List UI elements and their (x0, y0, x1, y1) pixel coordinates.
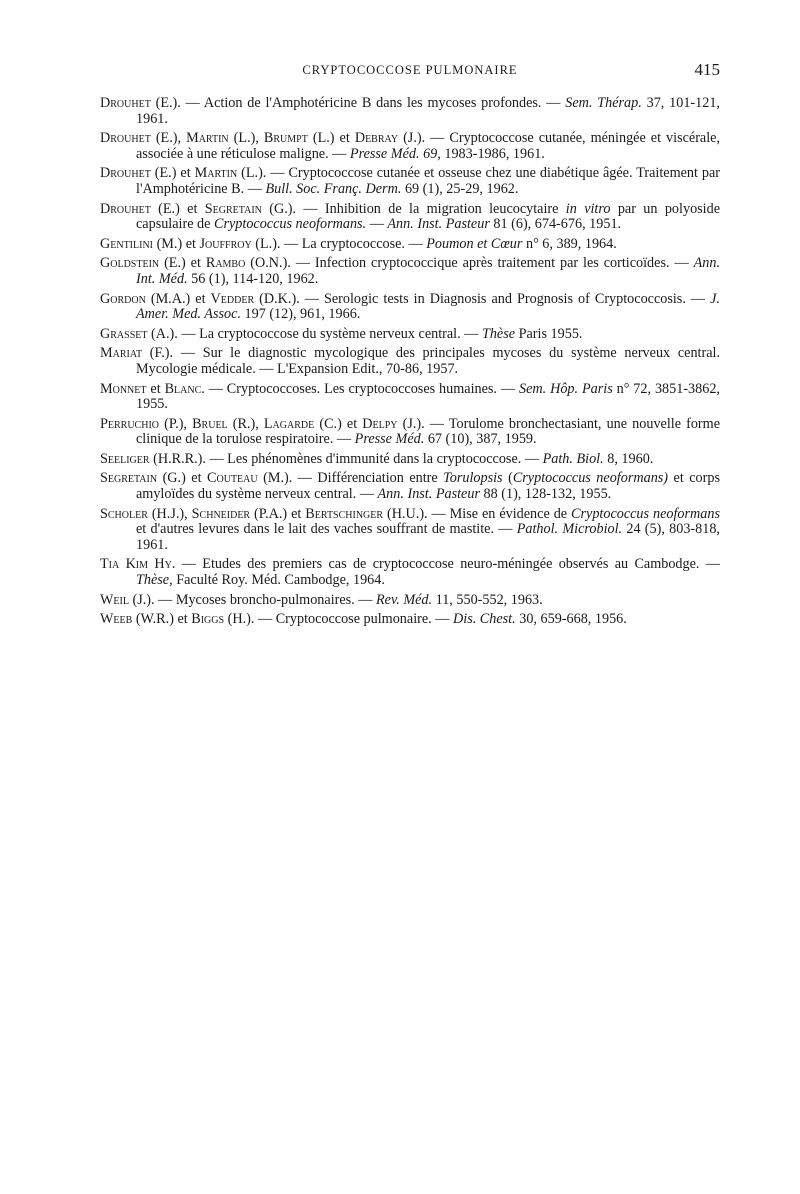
reference-text: 37, 101-121, 1961. (136, 95, 720, 127)
author-name: Lagarde (263, 415, 315, 432)
italic-text: Cryptococcus neoformans. (214, 216, 367, 233)
reference-text: (P.A.) et (250, 505, 306, 522)
reference-entry (100, 557, 720, 588)
reference-entry (100, 593, 720, 609)
reference-text: (P.), (159, 415, 193, 432)
reference-text: ( (502, 470, 513, 487)
author-name: Tia Kim Hy (100, 556, 172, 573)
reference-text: 67 (10), 387, 1959. (424, 431, 537, 448)
author-name: Couteau (207, 470, 258, 487)
author-name: Biggs (191, 611, 225, 628)
author-name: Segretain (204, 200, 262, 217)
reference-text: et (146, 380, 165, 397)
reference-text: (J.). — Torulome bronchectasiant, une nouvelle forme clinique de la torulose respiratoire. — (136, 415, 720, 448)
reference-text: (W.R.) et (132, 611, 192, 628)
author-name: Drouhet (100, 95, 151, 111)
author-name: Weil (100, 591, 129, 608)
italic-text: Ann. Inst. Pasteur (387, 216, 490, 233)
reference-entry (100, 452, 720, 468)
author-name: Schneider (191, 505, 251, 522)
reference-text: — (366, 216, 388, 233)
italic-text: Cryptococcus neoformans (571, 505, 720, 522)
italic-text: Pathol. Microbiol. (516, 521, 623, 538)
reference-text: (M.) et (153, 235, 200, 252)
reference-entry (100, 131, 720, 162)
reference-text: 56 (1), 114-120, 1962. (187, 270, 319, 287)
author-name: Bruel (192, 415, 228, 432)
reference-entry (100, 237, 720, 253)
author-name: Debray (354, 130, 399, 147)
italic-text: Presse Méd. 69, (349, 145, 441, 162)
reference-text: (H.U.). — Mise en évidence de (383, 505, 572, 522)
reference-entry (100, 382, 720, 413)
italic-text: Thèse (481, 325, 516, 342)
author-name: Drouhet (100, 200, 151, 217)
reference-list (100, 96, 720, 632)
author-name: Goldstein (100, 255, 160, 272)
italic-text: in vitro (565, 200, 611, 217)
reference-text: 30, 659-668, 1956. (515, 611, 627, 628)
reference-text: (O.N.). — Infection cryptococcique après traitement par les corticoïdes. — (245, 255, 694, 272)
reference-text: (H.R.R.). — Les phénomènes d'immunité dans la cryptococcose. — (149, 450, 543, 467)
reference-text: (R.), (227, 415, 264, 432)
reference-entry (100, 612, 720, 628)
reference-text: Paris 1955. (515, 325, 583, 342)
reference-text: (G.) et (157, 470, 208, 487)
author-name: Delpy (362, 415, 398, 432)
reference-entry (100, 471, 720, 502)
author-name: Martin (186, 130, 229, 147)
reference-text: (J.). — Mycoses broncho-pulmonaires. — (128, 591, 377, 608)
reference-text: 1983-1986, 1961. (440, 145, 545, 162)
author-name: Vedder (210, 290, 255, 307)
italic-text: Path. Biol. (542, 450, 604, 467)
author-name: Bertschinger (305, 505, 384, 522)
reference-text: (G.). — Inhibition de la migration leucocytaire (261, 200, 566, 217)
italic-text: J. Amer. Med. Assoc. (136, 290, 720, 323)
author-name: Drouhet (100, 130, 151, 147)
reference-text: (H.). — Cryptococcose pulmonaire. — (224, 611, 453, 628)
italic-text: Thèse, (136, 572, 173, 589)
reference-text: (E.). — Action de l'Amphotéricine B dans les mycoses profondes. — (150, 95, 566, 111)
italic-text: Bull. Soc. Franç. Derm. (265, 180, 402, 197)
author-name: Brumpt (263, 130, 308, 147)
reference-text: (H.J.), (147, 505, 192, 522)
reference-entry (100, 292, 720, 323)
italic-text: Poumon et Cœur (426, 235, 523, 252)
running-header (100, 60, 720, 82)
reference-text: 81 (6), 674-676, 1951. (489, 216, 622, 233)
reference-entry (100, 202, 720, 233)
reference-entry (100, 507, 720, 554)
reference-text: et d'autres levures dans le lait des vaches souffrant de mastite. — (136, 521, 517, 538)
reference-text: 8, 1960. (603, 450, 654, 467)
author-name: Weeb (100, 611, 133, 628)
author-name: Segretain (100, 470, 158, 487)
italic-text: Cryptococcus neoformans) (512, 470, 669, 487)
author-name: Jouffroy (199, 235, 252, 252)
reference-text: (E.), (150, 130, 187, 147)
reference-entry (100, 166, 720, 197)
reference-text: (E.) et (150, 165, 195, 182)
reference-text: 88 (1), 128-132, 1955. (479, 486, 612, 503)
reference-text: n° 6, 389, 1964. (522, 235, 617, 252)
italic-text: Sem. Thérap. (565, 95, 642, 111)
reference-text: 197 (12), 961, 1966. (240, 306, 361, 323)
author-name: Gordon (100, 290, 146, 307)
reference-text: n° 72, 3851-3862, 1955. (136, 380, 720, 413)
reference-text: 24 (5), 803-818, 1961. (136, 521, 720, 553)
reference-entry (100, 346, 720, 377)
author-name: Mariat (100, 345, 143, 362)
reference-text: (L.). — La cryptococcose. — (251, 235, 427, 252)
author-name: Perruchio (100, 415, 160, 432)
reference-text: Faculté Roy. Méd. Cambodge, 1964. (172, 572, 385, 589)
reference-text: (F.). — Sur le diagnostic mycologique des principales mycoses du système nerveux central. Mycologie médicale. — L'Expansion Edit., 70-86, 1957. (136, 345, 720, 377)
reference-text: (L.) et (307, 130, 355, 147)
author-name: Grasset (100, 325, 148, 342)
reference-text: (E.) et (150, 200, 205, 217)
reference-text: (C.) et (314, 415, 363, 432)
reference-text: 11, 550-552, 1963. (432, 591, 543, 608)
reference-text: (L.). — Cryptococcose cutanée et osseuse chez une diabétique âgée. Traitement par l'Amphotéricine B. — (136, 165, 721, 197)
italic-text: Presse Méd. (354, 431, 425, 448)
author-name: Seeliger (100, 450, 150, 467)
author-name: Martin (194, 165, 238, 182)
reference-text: (E.) et (159, 255, 206, 272)
reference-text: . — Cryptococcoses. Les cryptococcoses humaines. — (201, 380, 519, 397)
reference-text: . — Etudes des premiers cas de cryptococcose neuro-méningée observés au Cambodge. — (171, 556, 720, 573)
reference-entry (100, 327, 720, 343)
running-title: CRYPTOCOCCOSE PULMONAIRE (302, 63, 518, 77)
reference-text: (M.A.) et (145, 290, 211, 307)
italic-text: Dis. Chest. (453, 611, 516, 628)
reference-entry (100, 96, 720, 127)
italic-text: Sem. Hôp. Paris (518, 380, 613, 397)
reference-text: (A.). — La cryptococcose du système nerveux central. — (147, 325, 482, 342)
page-number: 415 (694, 60, 720, 79)
italic-text: Rev. Méd. (376, 591, 433, 608)
reference-text: (M.). — Différenciation entre (257, 470, 444, 487)
reference-text: par un polyoside capsulaire de (136, 200, 721, 233)
reference-text: (D.K.). — Serologic tests in Diagnosis and Prognosis of Cryptococcosis. — (254, 290, 711, 307)
author-name: Drouhet (100, 165, 151, 182)
reference-text: et corps amyloïdes du système nerveux central. — (136, 470, 720, 503)
reference-text: 69 (1), 25-29, 1962. (401, 180, 519, 197)
author-name: Rambo (205, 255, 246, 272)
reference-entry (100, 417, 720, 448)
italic-text: Torulopsis (443, 470, 503, 487)
reference-text: (L.), (228, 130, 264, 147)
author-name: Blanc (164, 380, 202, 397)
italic-text: Ann. Int. Méd. (136, 255, 720, 287)
author-name: Gentilini (100, 235, 154, 252)
reference-entry (100, 256, 720, 287)
italic-text: Ann. Inst. Pasteur (377, 486, 480, 503)
author-name: Scholer (100, 505, 148, 522)
author-name: Monnet (100, 380, 147, 397)
reference-text: (J.). — Cryptococcose cutanée, méningée et viscérale, associée à une réticulose maligne. — (136, 130, 720, 162)
